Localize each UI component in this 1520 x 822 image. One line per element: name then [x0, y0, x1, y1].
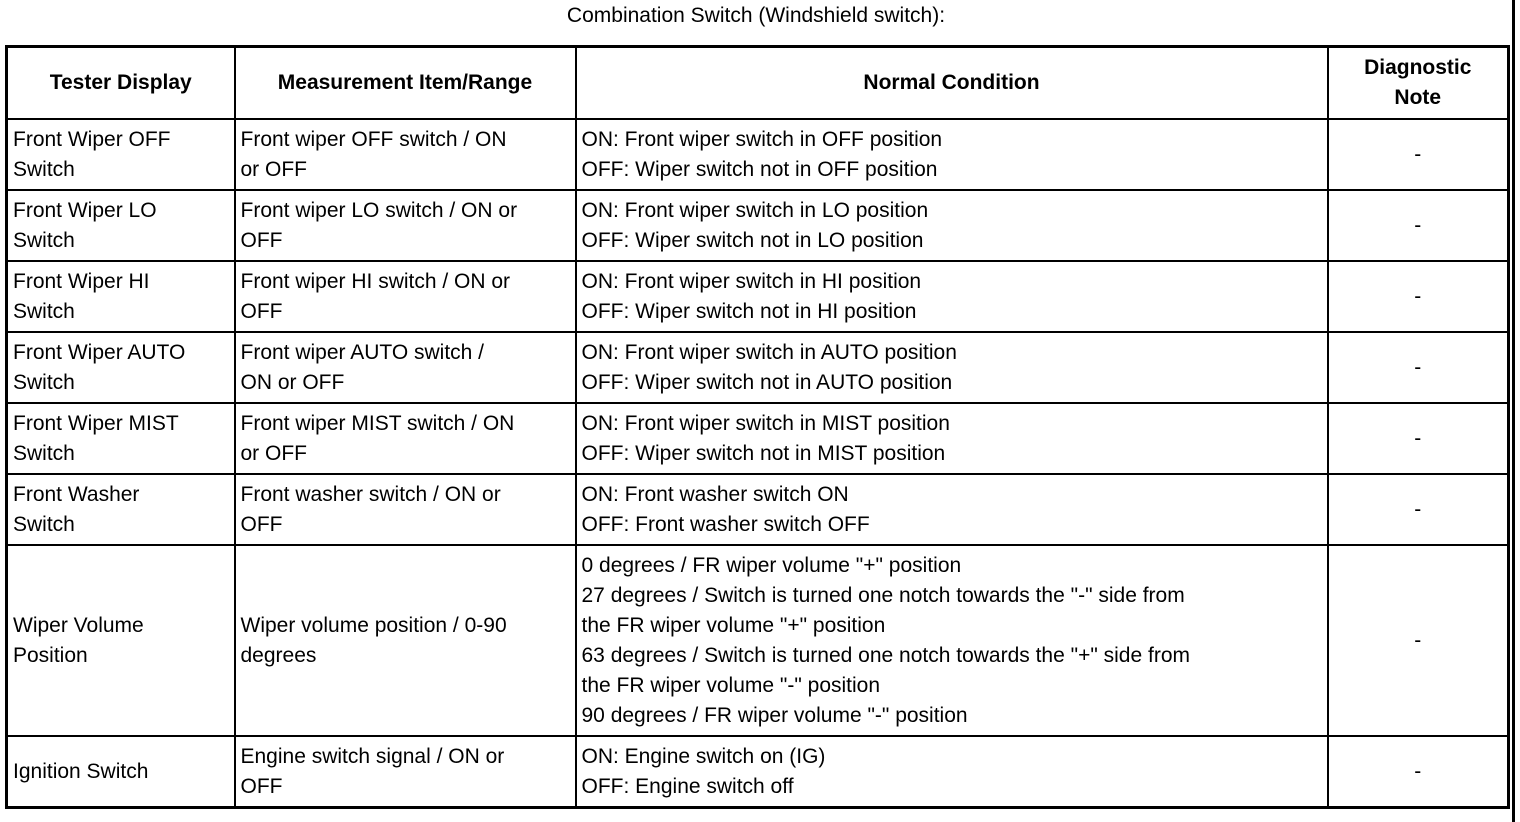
- header-normal-condition: Normal Condition: [576, 47, 1328, 120]
- cell-measurement-item: Front wiper LO switch / ON or OFF: [235, 190, 576, 261]
- cell-normal-condition: 0 degrees / FR wiper volume "+" position 27 degrees / Switch is turned one notch towards the "-" side from the FR wiper volume "+" position 63 degrees / Switch is turned one notch towards the "+" side from the FR wiper volume "-" position 90 degrees / FR wiper volume "-" position: [576, 545, 1328, 736]
- header-measurement-item: Measurement Item/Range: [235, 47, 576, 120]
- table-row: [7, 545, 1509, 736]
- cell-measurement-item: Front wiper OFF switch / ON or OFF: [235, 119, 576, 190]
- page-title: Combination Switch (Windshield switch):: [566, 4, 946, 27]
- cell-tester-display: Front Wiper OFF Switch: [7, 119, 235, 190]
- cell-normal-condition: ON: Front wiper switch in MIST position OFF: Wiper switch not in MIST position: [576, 403, 1328, 474]
- table-row: [7, 119, 1509, 190]
- cell-normal-condition: ON: Front wiper switch in OFF position OFF: Wiper switch not in OFF position: [576, 119, 1328, 190]
- data-table: [5, 45, 1510, 809]
- cell-measurement-item: Front washer switch / ON or OFF: [235, 474, 576, 545]
- table-row: [7, 474, 1509, 545]
- cell-normal-condition: ON: Front wiper switch in AUTO position OFF: Wiper switch not in AUTO position: [576, 332, 1328, 403]
- cell-diagnostic-note: -: [1328, 403, 1509, 474]
- cell-measurement-item: Front wiper AUTO switch / ON or OFF: [235, 332, 576, 403]
- cell-measurement-item: Front wiper MIST switch / ON or OFF: [235, 403, 576, 474]
- cell-normal-condition: ON: Front wiper switch in HI position OFF: Wiper switch not in HI position: [576, 261, 1328, 332]
- table-row: [7, 332, 1509, 403]
- cell-tester-display: Front Wiper LO Switch: [7, 190, 235, 261]
- cell-diagnostic-note: -: [1328, 736, 1509, 808]
- table-row: [7, 261, 1509, 332]
- cell-tester-display: Ignition Switch: [7, 736, 235, 808]
- table-header-row: [7, 47, 1509, 120]
- cell-diagnostic-note: -: [1328, 119, 1509, 190]
- cell-tester-display: Wiper Volume Position: [7, 545, 235, 736]
- cell-diagnostic-note: -: [1328, 545, 1509, 736]
- cell-diagnostic-note: -: [1328, 190, 1509, 261]
- cell-tester-display: Front Wiper HI Switch: [7, 261, 235, 332]
- cell-tester-display: Front Wiper MIST Switch: [7, 403, 235, 474]
- cell-tester-display: Front Wiper AUTO Switch: [7, 332, 235, 403]
- cell-normal-condition: ON: Engine switch on (IG) OFF: Engine switch off: [576, 736, 1328, 808]
- cell-normal-condition: ON: Front washer switch ON OFF: Front washer switch OFF: [576, 474, 1328, 545]
- cell-measurement-item: Front wiper HI switch / ON or OFF: [235, 261, 576, 332]
- table-row: [7, 403, 1509, 474]
- cell-diagnostic-note: -: [1328, 474, 1509, 545]
- cell-measurement-item: Wiper volume position / 0-90 degrees: [235, 545, 576, 736]
- cell-tester-display: Front Washer Switch: [7, 474, 235, 545]
- page-right-border: [1512, 0, 1515, 822]
- header-tester-display: Tester Display: [7, 47, 235, 120]
- cell-diagnostic-note: -: [1328, 332, 1509, 403]
- table-row: [7, 190, 1509, 261]
- table-row: [7, 736, 1509, 808]
- cell-diagnostic-note: -: [1328, 261, 1509, 332]
- header-diagnostic-note: Diagnostic Note: [1328, 47, 1509, 120]
- cell-measurement-item: Engine switch signal / ON or OFF: [235, 736, 576, 808]
- cell-normal-condition: ON: Front wiper switch in LO position OFF: Wiper switch not in LO position: [576, 190, 1328, 261]
